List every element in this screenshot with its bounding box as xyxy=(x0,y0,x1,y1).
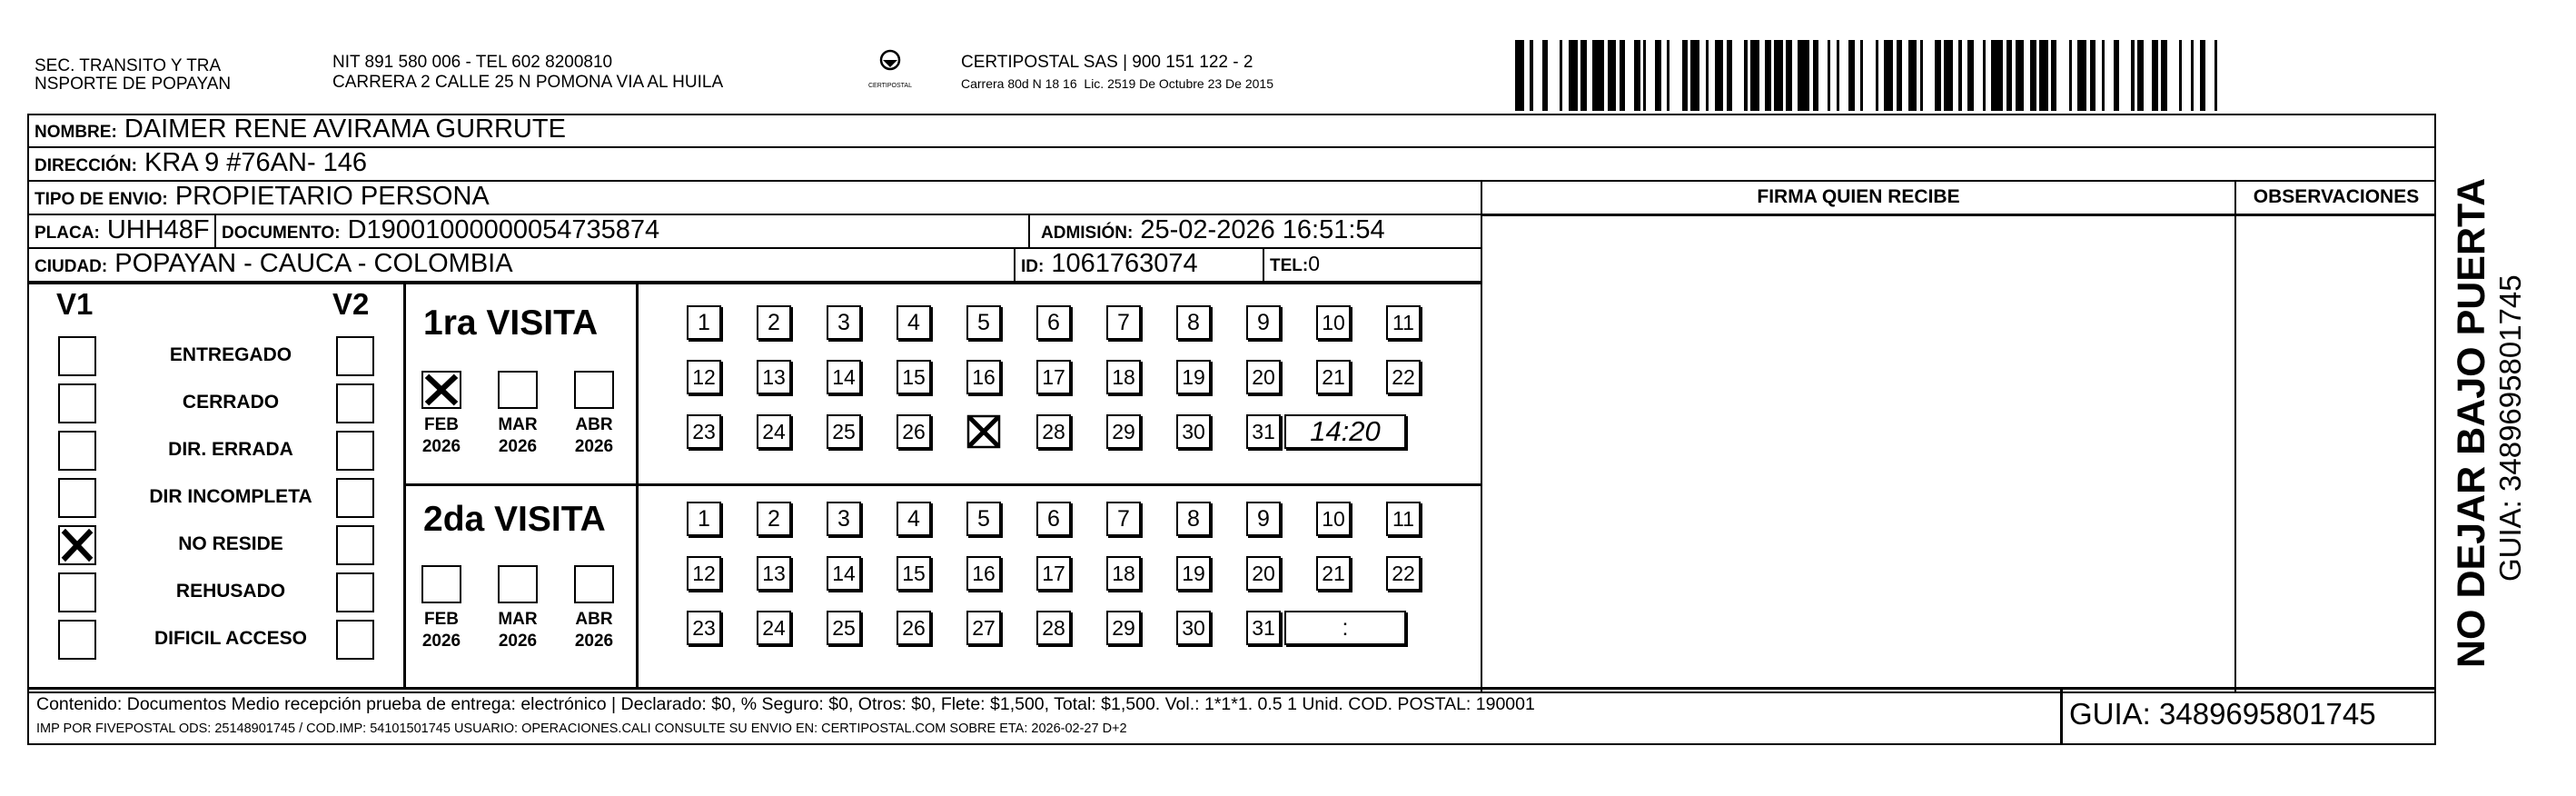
barcode-bar xyxy=(1643,40,1646,111)
barcode-bar xyxy=(2039,40,2048,111)
barcode-bar xyxy=(1967,40,1974,111)
day-box[interactable]: 23 xyxy=(687,611,721,645)
admission-cell xyxy=(1041,214,1385,249)
day-box[interactable]: 17 xyxy=(1036,556,1071,591)
barcode-bar xyxy=(2090,40,2096,111)
month-checkbox[interactable] xyxy=(574,371,614,409)
day-box[interactable]: 25 xyxy=(827,414,861,449)
barcode-bar xyxy=(2006,40,2013,111)
logo-wordmark: CERTIPOSTAL xyxy=(868,83,912,89)
barcode-bar xyxy=(1765,40,1771,111)
v1-checkbox[interactable] xyxy=(58,383,96,423)
v2-checkbox[interactable] xyxy=(336,478,374,518)
tel-value: 0 xyxy=(1308,252,1321,275)
day-box[interactable]: 31 xyxy=(1246,414,1281,449)
barcode-bar xyxy=(1655,40,1661,111)
day-box[interactable]: 16 xyxy=(966,360,1001,394)
day-box[interactable]: 16 xyxy=(966,556,1001,591)
day-box[interactable]: 18 xyxy=(1106,360,1141,394)
barcode-bar xyxy=(2137,40,2144,111)
month-year: 2026 xyxy=(498,437,538,456)
city-value: POPAYAN - CAUCA - COLOMBIA xyxy=(114,249,513,278)
day-box[interactable]: 10 xyxy=(1316,502,1351,536)
v1-checkbox[interactable] xyxy=(58,336,96,376)
side-guia: GUIA: 3489695801745 xyxy=(2493,274,2527,582)
barcode-bar xyxy=(1798,40,1809,111)
month-label: ABR xyxy=(575,610,613,629)
day-box[interactable]: 4 xyxy=(897,305,931,340)
barcode-bar xyxy=(1620,40,1626,111)
month-checkbox[interactable] xyxy=(498,371,538,409)
barcode-bar xyxy=(1580,40,1587,111)
divider xyxy=(2060,687,2063,745)
observations-area[interactable] xyxy=(2236,216,2434,689)
barcode-bar xyxy=(2200,40,2206,111)
day-box[interactable]: 2 xyxy=(757,305,791,340)
barcode-bar xyxy=(1744,40,1747,111)
month-checkbox[interactable] xyxy=(421,565,461,603)
barcode-bar xyxy=(2131,40,2134,111)
nit-phone: NIT 891 580 006 - TEL 602 8200810 xyxy=(332,53,613,72)
day-box[interactable]: 12 xyxy=(687,556,721,591)
admission-value: 25-02-2026 16:51:54 xyxy=(1140,215,1385,244)
status-label: DIFICIL ACCESO xyxy=(154,628,307,649)
barcode-bar xyxy=(1908,40,1917,111)
barcode-bar xyxy=(1706,40,1709,111)
day-box[interactable]: 28 xyxy=(1036,611,1071,645)
day-box[interactable]: 21 xyxy=(1316,556,1351,591)
address-row xyxy=(27,147,2436,182)
day-box[interactable]: 9 xyxy=(1246,502,1281,536)
day-box[interactable]: 22 xyxy=(1386,360,1421,394)
v1-label: V1 xyxy=(56,287,94,321)
id-label: ID: xyxy=(1021,257,1045,276)
id-cell xyxy=(1021,248,1198,283)
first-visit-title: 1ra VISITA xyxy=(423,303,599,343)
plate-value: UHH48F xyxy=(106,215,210,244)
barcode-bar xyxy=(1560,40,1562,111)
day-box[interactable]: 17 xyxy=(1036,360,1071,394)
month-label: MAR xyxy=(498,415,538,434)
v2-checkbox[interactable] xyxy=(336,620,374,660)
day-box[interactable]: 7 xyxy=(1106,305,1141,340)
barcode-bar xyxy=(1897,40,1903,111)
barcode-bar xyxy=(2114,40,2120,111)
no-leave-warning: NO DEJAR BAJO PUERTA xyxy=(2450,177,2493,668)
day-box[interactable]: 20 xyxy=(1246,360,1281,394)
day-box[interactable]: 8 xyxy=(1176,502,1211,536)
status-label: REHUSADO xyxy=(175,581,286,602)
company-name: CERTIPOSTAL SAS | 900 151 122 - 2 xyxy=(961,53,1253,72)
time-box[interactable]: : xyxy=(1284,611,1406,645)
barcode-bar xyxy=(1690,40,1699,111)
day-box[interactable]: 21 xyxy=(1316,360,1351,394)
tel-cell xyxy=(1270,248,1320,282)
day-box[interactable]: 12 xyxy=(687,360,721,394)
address-value: KRA 9 #76AN- 146 xyxy=(144,148,368,177)
day-box[interactable]: 10 xyxy=(1316,305,1351,340)
day-box[interactable]: 15 xyxy=(897,360,931,394)
barcode-bar xyxy=(1715,40,1724,111)
barcode-bar xyxy=(1958,40,1961,111)
observations-label: OBSERVACIONES xyxy=(2253,186,2420,207)
v2-checkbox[interactable] xyxy=(336,336,374,376)
day-box[interactable]: 8 xyxy=(1176,305,1211,340)
signature-label: FIRMA QUIEN RECIBE xyxy=(1757,186,1960,207)
day-box[interactable]: 14 xyxy=(827,360,861,394)
barcode-bar xyxy=(2016,40,2025,111)
v2-checkbox[interactable] xyxy=(336,431,374,471)
barcode-bar xyxy=(1837,40,1839,111)
day-box[interactable]: 6 xyxy=(1036,502,1071,536)
day-box[interactable]: 25 xyxy=(827,611,861,645)
org-line-1: SEC. TRANSITO Y TRA xyxy=(35,56,222,75)
day-box[interactable]: 30 xyxy=(1176,611,1211,645)
barcode-bar xyxy=(1828,40,1830,111)
day-box[interactable]: 13 xyxy=(757,556,791,591)
day-box[interactable]: 11 xyxy=(1386,502,1421,536)
month-year: 2026 xyxy=(574,437,614,456)
barcode-bar xyxy=(2179,40,2182,111)
barcode-bar xyxy=(2051,40,2057,111)
barcode-bar xyxy=(1530,40,1532,111)
day-box[interactable]: 20 xyxy=(1246,556,1281,591)
barcode-bar xyxy=(1848,40,1855,111)
month-year: 2026 xyxy=(421,437,461,456)
day-box[interactable]: 3 xyxy=(827,502,861,536)
month-year: 2026 xyxy=(421,632,461,651)
barcode-bar xyxy=(2030,40,2036,111)
sender-address: CARRERA 2 CALLE 25 N POMONA VIA AL HUILA xyxy=(332,73,724,92)
day-box[interactable]: 7 xyxy=(1106,502,1141,536)
month-year: 2026 xyxy=(498,632,538,651)
barcode-bar xyxy=(1667,40,1669,111)
v2-checkbox[interactable] xyxy=(336,383,374,423)
barcode-bar xyxy=(1935,40,1941,111)
certipostal-logo xyxy=(867,47,913,95)
month-label: ABR xyxy=(575,415,613,434)
barcode-bar xyxy=(2069,40,2072,111)
day-box[interactable]: 30 xyxy=(1176,414,1211,449)
v1-checkbox[interactable] xyxy=(58,572,96,612)
day-box[interactable]: 28 xyxy=(1036,414,1071,449)
document-value: D19001000000054735874 xyxy=(347,215,660,244)
day-box[interactable]: 31 xyxy=(1246,611,1281,645)
barcode-bar xyxy=(1750,40,1759,111)
barcode-bar xyxy=(1983,40,1986,111)
v1-checkbox[interactable] xyxy=(58,478,96,518)
barcode-bar xyxy=(1786,40,1792,111)
footer-contents: Contenido: Documentos Medio recepción prueba de entrega: electrónico | Declarado: $0, % Seguro: $0, Otros: $0, Flete: $1,500, Total: $1,500. Vol.: 1*1*1. 0.5 1 Unid. COD. POSTAL: 190001 xyxy=(36,694,1535,714)
license-line: Carrera 80d N 18 16 Lic. 2519 De Octubre 23 De 2015 xyxy=(961,76,1273,91)
divider xyxy=(1028,214,1030,249)
divider xyxy=(214,214,216,249)
type-value: PROPIETARIO PERSONA xyxy=(174,182,490,211)
barcode-bar xyxy=(2161,40,2167,111)
month-label: MAR xyxy=(498,610,538,629)
footer-guia: GUIA: 3489695801745 xyxy=(2069,697,2376,731)
name-row xyxy=(27,114,2436,148)
barcode-bar xyxy=(1727,40,1733,111)
barcode-bar xyxy=(2214,40,2217,111)
divider xyxy=(27,283,1482,284)
status-label: NO RESIDE xyxy=(178,533,283,554)
divider xyxy=(403,483,1482,486)
barcode-bar xyxy=(1991,40,2003,111)
v1-checkbox[interactable] xyxy=(58,431,96,471)
day-box[interactable]: 19 xyxy=(1176,360,1211,394)
day-box[interactable]: 26 xyxy=(897,611,931,645)
day-box[interactable]: 14 xyxy=(827,556,861,591)
month-checkbox[interactable] xyxy=(421,371,461,409)
day-box[interactable]: 9 xyxy=(1246,305,1281,340)
barcode-bar xyxy=(1569,40,1578,111)
divider xyxy=(1014,248,1016,283)
month-checkbox[interactable] xyxy=(574,565,614,603)
day-box[interactable]: 24 xyxy=(757,611,791,645)
document-label: DOCUMENTO: xyxy=(222,224,341,243)
day-box[interactable]: 15 xyxy=(897,556,931,591)
status-label: ENTREGADO xyxy=(169,344,292,365)
barcode-bar xyxy=(1884,40,1893,111)
barcode-bar xyxy=(1920,40,1923,111)
v1-checkbox[interactable] xyxy=(58,525,96,565)
barcode-bar xyxy=(2077,40,2086,111)
barcode-bar xyxy=(1774,40,1783,111)
barcode-bar xyxy=(1634,40,1640,111)
day-box[interactable]: 18 xyxy=(1106,556,1141,591)
month-checkbox[interactable] xyxy=(498,565,538,603)
v2-checkbox[interactable] xyxy=(336,572,374,612)
day-box[interactable]: 29 xyxy=(1106,414,1141,449)
day-box[interactable]: 29 xyxy=(1106,611,1141,645)
second-visit-title: 2da VISITA xyxy=(423,500,606,539)
day-box[interactable]: 27 xyxy=(966,611,1001,645)
name-value: DAIMER RENE AVIRAMA GURRUTE xyxy=(124,114,566,144)
tel-label: TEL: xyxy=(1270,256,1309,275)
barcode-bar xyxy=(2102,40,2105,111)
barcode-bar xyxy=(1608,40,1617,111)
day-box[interactable]: 19 xyxy=(1176,556,1211,591)
day-box[interactable]: 22 xyxy=(1386,556,1421,591)
type-label: TIPO DE ENVIO: xyxy=(35,190,168,209)
day-box[interactable]: 4 xyxy=(897,502,931,536)
address-label: DIRECCIÓN: xyxy=(35,156,137,175)
v2-label: V2 xyxy=(332,287,370,321)
status-label: DIR INCOMPLETA xyxy=(149,486,312,507)
day-box[interactable]: 23 xyxy=(687,414,721,449)
day-box[interactable]: 11 xyxy=(1386,305,1421,340)
day-box[interactable]: 1 xyxy=(687,305,721,340)
day-box[interactable] xyxy=(966,414,1001,449)
barcode-bar xyxy=(1542,40,1549,111)
day-box[interactable]: 2 xyxy=(757,502,791,536)
barcode-bar xyxy=(1682,40,1689,111)
name-label: NOMBRE: xyxy=(35,123,117,142)
barcode-bar xyxy=(1592,40,1604,111)
v1-checkbox[interactable] xyxy=(58,620,96,660)
day-box[interactable]: 5 xyxy=(966,502,1001,536)
city-label: CIUDAD: xyxy=(35,257,108,276)
barcode-bar xyxy=(2191,40,2194,111)
admission-label: ADMISIÓN: xyxy=(1041,224,1134,243)
plate-label: PLACA: xyxy=(35,224,100,243)
status-label: CERRADO xyxy=(182,392,280,413)
day-box[interactable]: 26 xyxy=(897,414,931,449)
barcode-bar xyxy=(1944,40,1953,111)
day-box[interactable]: 6 xyxy=(1036,305,1071,340)
org-line-2: NSPORTE DE POPAYAN xyxy=(35,75,232,94)
signature-area[interactable] xyxy=(1482,216,2234,689)
day-box[interactable]: 1 xyxy=(687,502,721,536)
barcode-bar xyxy=(1515,40,1524,111)
month-year: 2026 xyxy=(574,632,614,651)
month-label: FEB xyxy=(424,415,459,434)
barcode-bar xyxy=(1813,40,1819,111)
barcode-bar xyxy=(1876,40,1878,111)
time-box[interactable]: 14:20 xyxy=(1284,414,1406,449)
day-box[interactable]: 24 xyxy=(757,414,791,449)
id-value: 1061763074 xyxy=(1051,249,1198,278)
barcode-bar xyxy=(1860,40,1863,111)
logo-icon xyxy=(867,47,913,95)
footer-print-info: IMP POR FIVEPOSTAL ODS: 25148901745 / COD.IMP: 54101501745 USUARIO: OPERACIONES.CALI CONSULTE SU ENVIO EN: CERTIPOSTAL.COM SOBRE ETA: 2026-02-27 D+2 xyxy=(36,721,1127,736)
day-box[interactable]: 13 xyxy=(757,360,791,394)
v2-checkbox[interactable] xyxy=(336,525,374,565)
day-box[interactable]: 3 xyxy=(827,305,861,340)
day-box[interactable]: 5 xyxy=(966,305,1001,340)
divider xyxy=(1263,248,1264,283)
barcode-bar xyxy=(2152,40,2158,111)
document-cell xyxy=(222,214,659,249)
status-label: DIR. ERRADA xyxy=(168,439,293,460)
barcode xyxy=(1515,40,2225,113)
month-label: FEB xyxy=(424,610,459,629)
